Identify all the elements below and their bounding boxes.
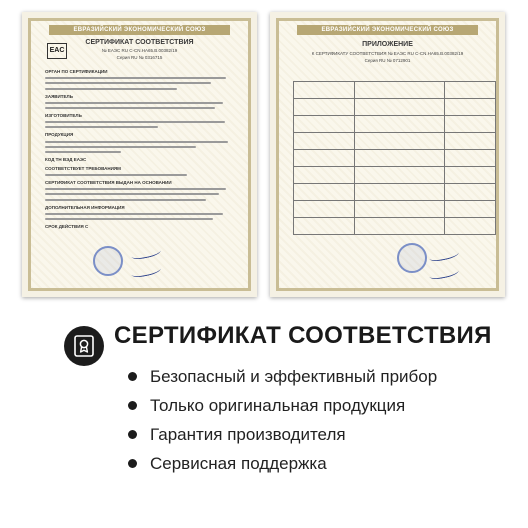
- eac-logo: EAC: [47, 43, 67, 59]
- feature-item: [124, 362, 437, 391]
- bullet-icon: [128, 401, 137, 410]
- signature: [130, 264, 161, 279]
- certificate-body: [45, 65, 234, 229]
- section-label: СРОК ДЕЙСТВИЯ С: [45, 224, 89, 229]
- feature-text: Только оригинальная продукция: [150, 396, 406, 415]
- section-label: ДОПОЛНИТЕЛЬНАЯ ИНФОРМАЦИЯ: [45, 204, 125, 210]
- feature-item: [124, 420, 437, 449]
- feature-text: Безопасный и эффективный прибор: [150, 367, 438, 386]
- annex-title: ПРИЛОЖЕНИЕ: [362, 41, 413, 48]
- signature: [428, 248, 459, 263]
- feature-text: Сервисная поддержка: [150, 454, 327, 473]
- section-label: КОД ТН ВЭД ЕАЭС: [45, 156, 87, 162]
- certificate-title: СЕРТИФИКАТ СООТВЕТСТВИЯ: [85, 39, 194, 46]
- annex-subtitle: К СЕРТИФИКАТУ СООТВЕТСТВИЯ № ЕАЭС RU C-CN.НА65.В.00382/19: [311, 51, 464, 56]
- annex-frame: [276, 18, 499, 291]
- seal-stamp: [397, 243, 427, 273]
- bullet-icon: [128, 430, 137, 439]
- page-heading: СЕРТИФИКАТ СООТВЕТСТВИЯ: [114, 322, 492, 349]
- bullet-icon: [128, 372, 137, 381]
- feature-item: [124, 449, 437, 478]
- section-label: ОРГАН ПО СЕРТИФИКАЦИИ: [45, 69, 108, 74]
- section-label: ЗАЯВИТЕЛЬ: [45, 93, 73, 99]
- feature-list: [124, 362, 437, 478]
- certificate-document-image: [22, 12, 257, 297]
- annex-table: [293, 81, 496, 235]
- certificate-frame: [28, 18, 251, 291]
- annex-document-image: [270, 12, 505, 297]
- feature-text: Гарантия производителя: [150, 425, 346, 444]
- section-label: ИЗГОТОВИТЕЛЬ: [45, 112, 82, 118]
- bullet-icon: [128, 459, 137, 468]
- certificate-icon: [64, 326, 104, 366]
- certificate-number: № ЕАЭС RU C-CN.НА65.В.00382/19: [101, 48, 178, 53]
- annex-series: Серия RU № 0712901: [364, 58, 411, 63]
- section-label: СООТВЕТСТВУЕТ ТРЕБОВАНИЯМ: [45, 165, 121, 171]
- certificate-banner: ЕВРАЗИЙСКИЙ ЭКОНОМИЧЕСКИЙ СОЮЗ: [49, 25, 230, 35]
- section-label: СЕРТИФИКАТ СООТВЕТСТВИЯ ВЫДАН НА ОСНОВАНИИ: [45, 180, 172, 186]
- signature: [428, 266, 459, 281]
- section-label: ПРОДУКЦИЯ: [45, 132, 74, 138]
- certificate-series: Серия RU № 0316715: [116, 55, 163, 60]
- seal-stamp: [93, 246, 123, 276]
- annex-banner: ЕВРАЗИЙСКИЙ ЭКОНОМИЧЕСКИЙ СОЮЗ: [297, 25, 478, 35]
- feature-item: [124, 391, 437, 420]
- signature: [130, 246, 161, 261]
